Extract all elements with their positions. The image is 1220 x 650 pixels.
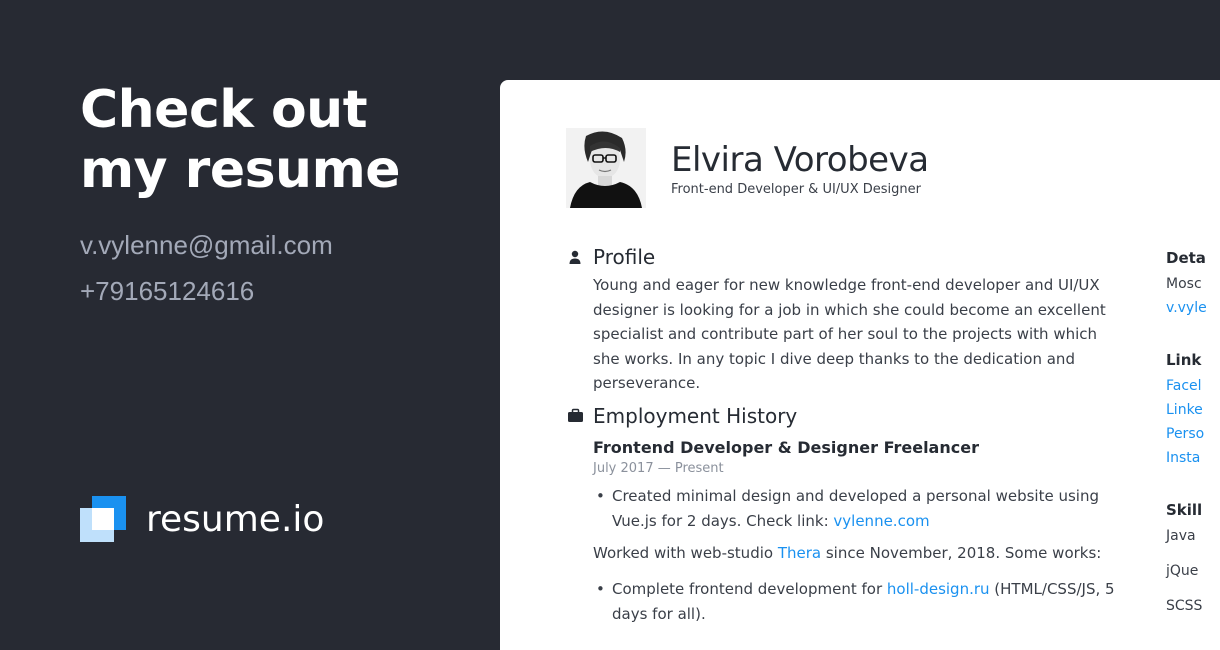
brand-logo <box>80 496 324 542</box>
details-email-link[interactable]: v.vyle <box>1166 300 1207 316</box>
profile-section-title: Profile <box>593 245 656 269</box>
studio-suffix: since November, 2018. Some works: <box>821 544 1102 562</box>
skills-title: Skill <box>1166 501 1203 519</box>
bullet-dot: • <box>596 487 605 505</box>
details-title: Deta <box>1166 249 1206 267</box>
sidebar-link-personal[interactable]: Perso <box>1166 426 1205 442</box>
links-title: Link <box>1166 351 1202 369</box>
skill-item: SCSS <box>1166 598 1203 614</box>
studio-line <box>593 544 1101 562</box>
studio-prefix: Worked with web-studio <box>593 544 778 562</box>
employment-section-title: Employment History <box>593 404 798 428</box>
employment-role: Frontend Developer & Designer Freelancer <box>593 438 979 457</box>
employment-dates: July 2017 — Present <box>593 461 724 476</box>
promo-panel <box>80 80 480 314</box>
promo-headline <box>80 80 480 200</box>
contact-info <box>80 222 480 314</box>
skill-item: jQue <box>1166 563 1199 579</box>
resume-job-title: Front-end Developer & UI/UX Designer <box>671 182 921 197</box>
briefcase-icon <box>568 409 583 427</box>
profile-photo <box>566 128 646 208</box>
bullet-dot: • <box>596 580 605 598</box>
promo-email: v.vylenne@gmail.com <box>80 230 333 260</box>
list-item <box>596 484 1132 533</box>
bullet-text: Created minimal design and developed a personal website using Vue.js for 2 days. Check link: <box>612 487 1099 530</box>
sidebar-link-facebook[interactable]: Facel <box>1166 378 1202 394</box>
sidebar-link-instagram[interactable]: Insta <box>1166 450 1201 466</box>
bullet-text: Complete frontend development for <box>612 580 887 598</box>
resume-name: Elvira Vorobeva <box>671 140 929 180</box>
brand-name: resume.io <box>146 498 325 540</box>
resume-preview <box>500 80 1220 650</box>
vylenne-link[interactable]: vylenne.com <box>833 511 930 530</box>
list-item <box>596 577 1132 626</box>
person-icon <box>568 250 582 269</box>
thera-link[interactable]: Thera <box>777 544 822 562</box>
sidebar-link-linkedin[interactable]: Linke <box>1166 402 1203 418</box>
headline-line-2: my resume <box>80 140 401 200</box>
headline-line-1: Check out <box>80 80 368 140</box>
skill-item: Java <box>1166 528 1196 544</box>
promo-phone: +79165124616 <box>80 276 255 306</box>
profile-text: Young and eager for new knowledge front-end developer and UI/UX designer is looking for a job in which she could become an excellent specialist and contribute part of her soul to the projects with which she works. In any topic I dive deep thanks to the dedication and perseverance. <box>593 276 1106 392</box>
details-city: Mosc <box>1166 276 1202 292</box>
resume-io-logo-icon <box>80 496 126 542</box>
bullet-text-suffix: (HTML/CSS/JS, 5 days for all). <box>612 580 1115 623</box>
holl-design-link[interactable]: holl-design.ru <box>886 580 990 598</box>
